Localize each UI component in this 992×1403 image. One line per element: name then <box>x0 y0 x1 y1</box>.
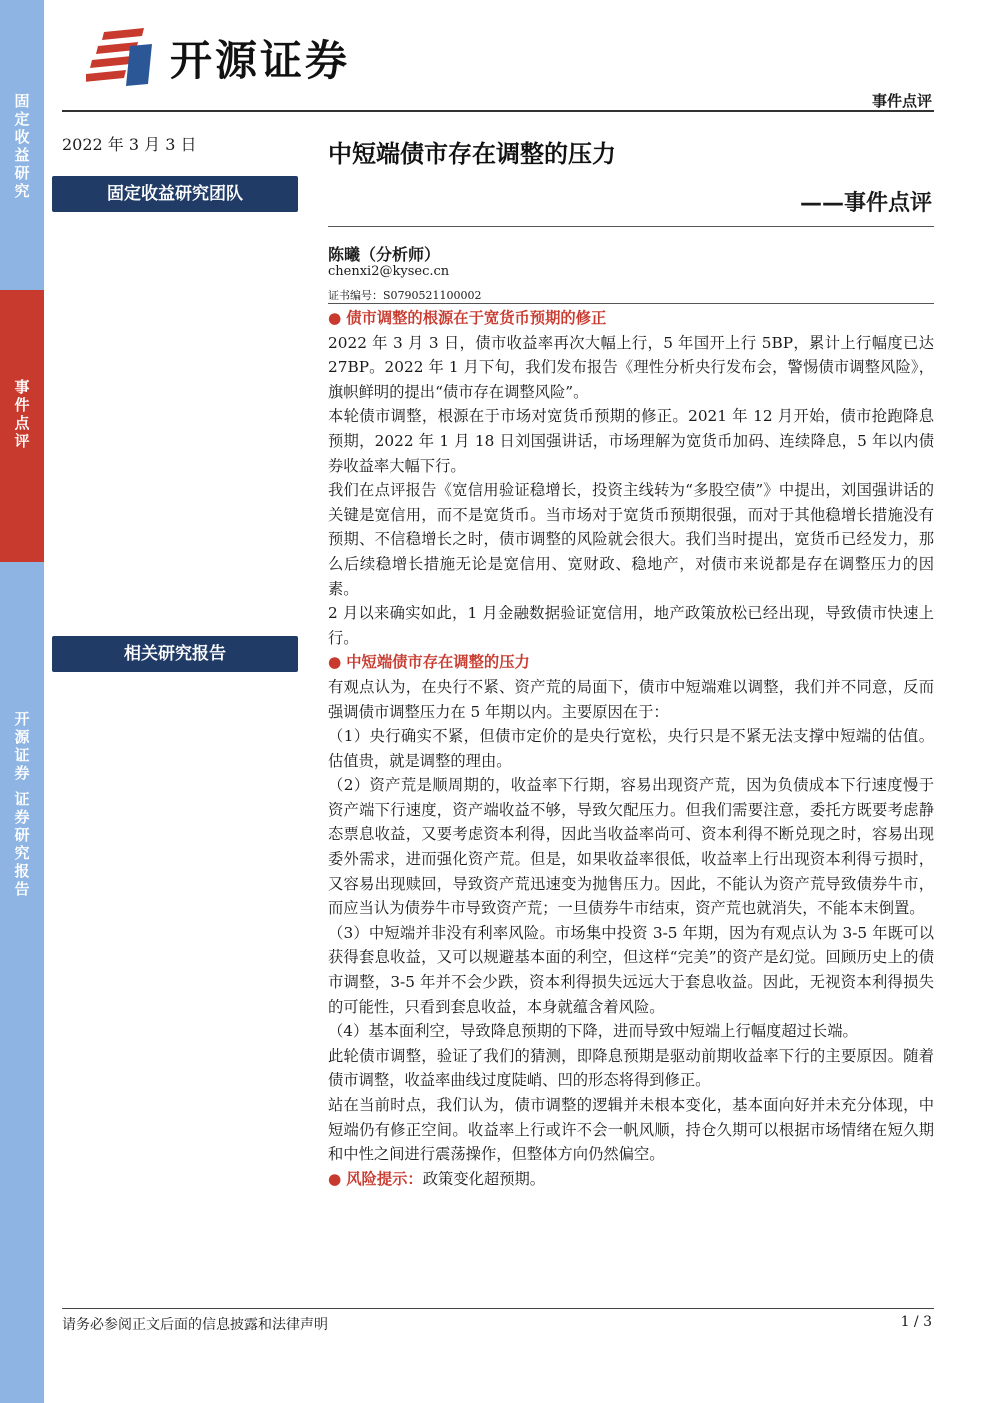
header-tag: 事件点评 <box>871 92 932 110</box>
paragraph: 2 月以来确实如此，1 月金融数据验证宽信用，地产政策放松已经出现，导致债市快速上行。 <box>328 604 934 647</box>
sidebar-middle-label: 事 件 点 评 <box>14 378 30 450</box>
brand-logo-icon <box>86 28 158 90</box>
paragraph: （1）央行确实不紧，但债市定价的是央行宽松，央行只是不紧无法支撑中短端的估值。估值贵，就是调整的理由。 <box>328 727 934 770</box>
paragraph: 本轮债市调整，根源在于市场对宽货币预期的修正。2021 年 12 月开始，债市抢跑降息预期，2022 年 1 月 18 日刘国强讲话，市场理解为宽货币加码、连续降息，5 年以内债券收益率大幅下行。 <box>328 407 934 475</box>
report-title: 中短端债市存在调整的压力 <box>328 140 616 168</box>
paragraph: （3）中短端并非没有利率风险。市场集中投资 3-5 年期，因为有观点认为 3-5 年既可以获得套息收益，又可以规避基本面的利空，但这样“完美”的资产是幻觉。回顾历史上的债市调整，3-5 年并不会少跌，资本利得损失远远大于套息收益。因此，无视资本利得损失的可能性，只看到套息收益，本身就蕴含着风险。 <box>328 923 934 1016</box>
sidebar-top-label: 固 定 收 益 研 究 <box>14 92 30 200</box>
paragraph: 站在当前时点，我们认为，债市调整的逻辑并未根本变化，基本面向好并未充分体现，中短端仍有修正空间。收益率上行或许不会一帆风顺，持仓久期可以根据市场情绪在短久期和中性之间进行震荡操作，但整体方向仍然偏空。 <box>328 1096 934 1164</box>
footer-disclaimer: 请务必参阅正文后面的信息披露和法律声明 <box>62 1317 328 1333</box>
team-label: 固定收益研究团队 <box>52 176 298 212</box>
sidebar-bottom-label: 开 源 证 券 证 券 研 究 报 告 <box>14 710 30 898</box>
analyst-cert: 证书编号：S0790521100002 <box>328 289 482 302</box>
analyst-divider-bottom <box>328 303 934 304</box>
header-divider <box>62 110 934 112</box>
section-heading: ● 中短端债市存在调整的压力 <box>328 653 530 672</box>
paragraph: 2022 年 3 月 3 日，债市收益率再次大幅上行，5 年国开上行 5BP，累计上行幅度已达 27BP。2022 年 1 月下旬，我们发布报告《理性分析央行发布会，警惕债市调整风险》，旗帜鲜明的提出“债市存在调整风险”。 <box>328 333 934 401</box>
bullet-icon: ● <box>328 653 347 672</box>
related-reports-label: 相关研究报告 <box>52 636 298 672</box>
page-number: 1 / 3 <box>900 1314 932 1330</box>
bullet-icon: ● <box>328 309 347 327</box>
report-body <box>328 306 934 1191</box>
risk-note: ● 风险提示：政策变化超预期。 <box>328 1169 546 1188</box>
paragraph: 我们在点评报告《宽信用验证稳增长，投资主线转为“多股空债”》中提出，刘国强讲话的关键是宽信用，而不是宽货币。当市场对于宽货币预期很强，而对于其他稳增长措施没有预期、不信稳增长之时，债市调整的风险就会很大。我们当时提出，宽货币已经发力，那么后续稳增长措施无论是宽信用、宽财政、稳地产，对债市来说都是存在调整压力的因素。 <box>328 481 934 598</box>
bullet-icon: ● <box>328 1169 347 1188</box>
section-heading: ● 债市调整的根源在于宽货币预期的修正 <box>328 309 607 327</box>
brand-name: 开源证券 <box>170 36 351 85</box>
report-subtitle: ——事件点评 <box>799 191 932 216</box>
analyst-name: 陈曦（分析师） <box>328 245 441 264</box>
paragraph: 此轮债市调整，验证了我们的猜测，即降息预期是驱动前期收益率下行的主要原因。随着债市调整，收益率曲线过度陡峭、凹的形态将得到修正。 <box>328 1046 934 1090</box>
paragraph: （4）基本面利空，导致降息预期的下降，进而导致中短端上行幅度超过长端。 <box>328 1022 858 1041</box>
paragraph: （2）资产荒是顺周期的，收益率下行期，容易出现资产荒，因为负债成本下行速度慢于资产端下行速度，资产端收益不够，导致欠配压力。但我们需要注意，委托方既要考虑静态票息收益，又要考虑资本利得，因此当收益率尚可、资本利得不断兑现之时，容易出现委外需求，进而强化资产荒。但是，如果收益率很低，收益率上行出现资本利得亏损时，又容易出现赎回，导致资产荒迅速变为抛售压力。因此，不能认为资产荒导致债券牛市，而应当认为债券牛市导致资产荒；一旦债券牛市结束，资产荒也就消失，不能本末倒置。 <box>328 776 934 918</box>
analyst-divider-top <box>328 226 934 227</box>
analyst-email: chenxi2@kysec.cn <box>328 264 450 279</box>
footer-divider <box>62 1308 934 1309</box>
report-date: 2022 年 3 月 3 日 <box>62 135 197 154</box>
left-sidebar <box>0 0 44 1403</box>
paragraph: 有观点认为，在央行不紧、资产荒的局面下，债市中短端难以调整，我们并不同意，反而强调债市调整压力在 5 年期以内。主要原因在于： <box>328 677 934 721</box>
